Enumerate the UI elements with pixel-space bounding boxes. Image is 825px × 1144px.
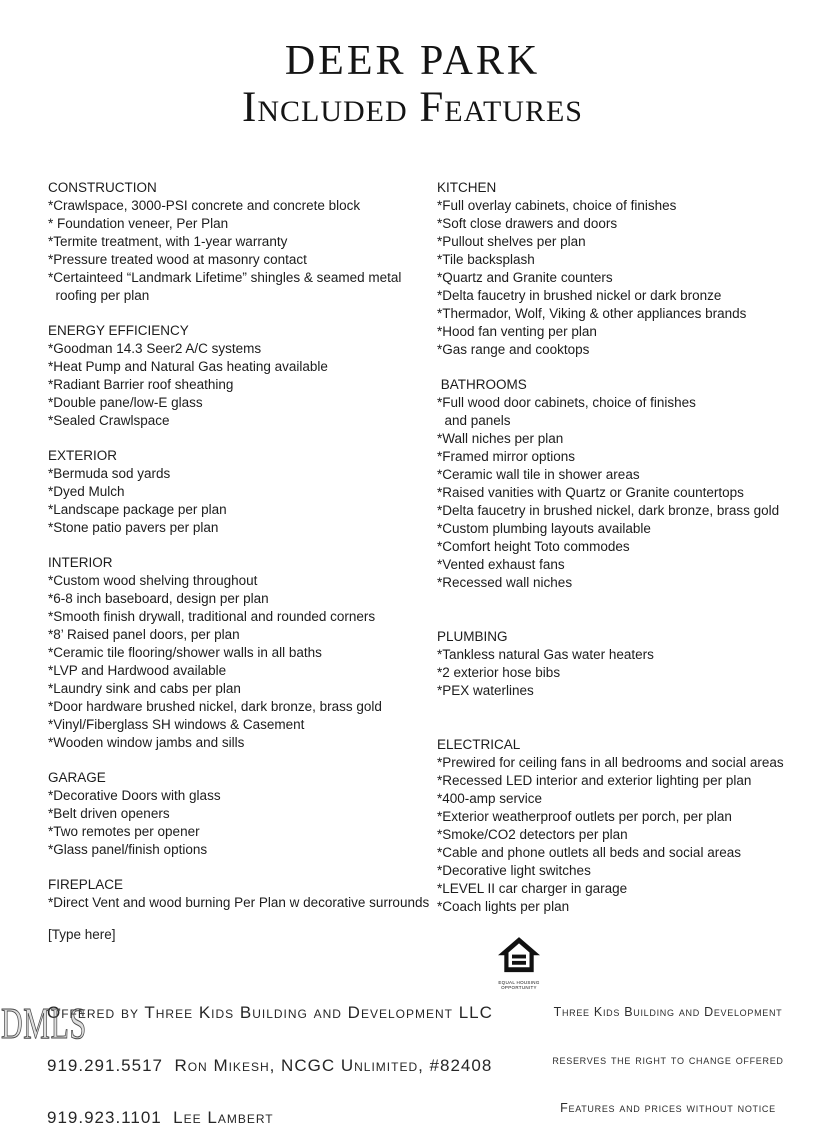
dmls-watermark: DMLS [1,999,87,1048]
rights-notice-line: reserves the right to change offered [552,1053,784,1067]
offered-by-block [47,969,493,1144]
feature-line: *Decorative light switches [437,863,591,878]
feature-line: *Dyed Mulch [48,484,125,499]
section-heading: ENERGY EFFICIENCY [48,323,189,338]
feature-line: *LEVEL II car charger in garage [437,881,628,896]
feature-line: *Framed mirror options [437,449,576,464]
feature-line: *400-amp service [437,791,543,806]
feature-line: *Goodman 14.3 Seer2 A/C systems [48,341,262,356]
feature-line: *Cable and phone outlets all beds and social areas [437,845,741,860]
rights-notice-line: Three Kids Building and Development [553,1005,783,1019]
section-garage [48,769,437,859]
feature-line: *LVP and Hardwood available [48,663,227,678]
equal-housing-caption-line2: OPPORTUNITY [501,985,537,990]
feature-line: roofing per plan [48,288,150,303]
feature-line: *Belt driven openers [48,806,170,821]
feature-line: *Exterior weatherproof outlets per porch, per plan [437,809,732,824]
feature-line: *Pressure treated wood at masonry contact [48,252,307,267]
equal-housing-logo [496,937,542,990]
feature-line: *Prewired for ceiling fans in all bedrooms and social areas [437,755,784,770]
rights-notice-line: Features and prices without notice [560,1101,776,1115]
feature-line: *Thermador, Wolf, Viking & other appliances brands [437,306,747,321]
section-heading: CONSTRUCTION [48,180,157,195]
feature-line: *Ceramic tile flooring/shower walls in all baths [48,645,322,660]
feature-line: *Tile backsplash [437,252,535,267]
features-column-right [437,179,817,916]
section-fireplace [48,876,437,912]
feature-line: *Raised vanities with Quartz or Granite countertops [437,485,744,500]
feature-line: *Vented exhaust fans [437,557,565,572]
feature-line: *Recessed wall niches [437,575,573,590]
features-column-left [48,179,437,912]
rights-notice-block [549,972,787,1132]
section-heading: EXTERIOR [48,448,118,463]
section-construction [48,179,437,305]
feature-line: *Vinyl/Fiberglass SH windows & Casement [48,717,305,732]
features-columns [48,179,817,916]
feature-line: *Custom plumbing layouts available [437,521,651,536]
section-heading: BATHROOMS [437,377,527,392]
feature-line: *Quartz and Granite counters [437,270,613,285]
section-heading: GARAGE [48,770,106,785]
feature-line: *Two remotes per opener [48,824,200,839]
feature-line: *Tankless natural Gas water heaters [437,647,654,662]
feature-line: *8’ Raised panel doors, per plan [48,627,240,642]
feature-line: *6-8 inch baseboard, design per plan [48,591,269,606]
section-energy-efficiency [48,322,437,430]
feature-line: *Delta faucetry in brushed nickel, dark bronze, brass gold [437,503,780,518]
feature-line: *Pullout shelves per plan [437,234,586,249]
feature-line: *Wall niches per plan [437,431,564,446]
feature-line: *Glass panel/finish options [48,842,208,857]
feature-line: *Bermuda sod yards [48,466,171,481]
section-heading: PLUMBING [437,629,508,644]
section-heading: KITCHEN [437,180,497,195]
feature-line: *Recessed LED interior and exterior lighting per plan [437,773,752,788]
feature-line: *Wooden window jambs and sills [48,735,245,750]
feature-line: *Smoke/CO2 detectors per plan [437,827,628,842]
feature-line: *Landscape package per plan [48,502,227,517]
feature-line: *Smooth finish drywall, traditional and rounded corners [48,609,376,624]
section-heading: ELECTRICAL [437,737,521,752]
phone-line-ron: 919.291.5517 Ron Mikesh, NCGC Unlimited, #82408 [47,1055,493,1075]
phone-line-lee: 919.923.1101 Lee Lambert [47,1108,274,1127]
section-heading: FIREPLACE [48,877,124,892]
section-kitchen [437,179,817,359]
feature-line: *Crawlspace, 3000-PSI concrete and concrete block [48,198,361,213]
equal-housing-house-icon [498,937,540,975]
equal-housing-caption-line1: EQUAL HOUSING [498,980,540,985]
feature-line: *Radiant Barrier roof sheathing [48,377,234,392]
page-title: DEER PARK [284,38,541,84]
feature-line: *PEX waterlines [437,683,534,698]
feature-line: and panels [437,413,511,428]
page-subtitle: Included Features [242,84,583,131]
feature-line: *Soft close drawers and doors [437,216,618,231]
document-title [0,38,825,132]
section-exterior [48,447,437,537]
feature-line: *Full wood door cabinets, choice of finishes [437,395,696,410]
feature-line: *Delta faucetry in brushed nickel or dark bronze [437,288,722,303]
feature-line: *Full overlay cabinets, choice of finishes [437,198,677,213]
feature-line: *Door hardware brushed nickel, dark bronze, brass gold [48,699,382,714]
feature-line: *Double pane/low-E glass [48,395,203,410]
feature-line: *2 exterior hose bibs [437,665,561,680]
offered-by-line: Offered by Three Kids Building and Development LLC [47,1003,493,1022]
feature-line: *Decorative Doors with glass [48,788,221,803]
section-heading: INTERIOR [48,555,113,570]
feature-line: *Coach lights per plan [437,899,570,914]
feature-line: *Heat Pump and Natural Gas heating available [48,359,328,374]
type-here-placeholder[interactable]: [Type here] [48,927,116,942]
feature-line: *Sealed Crawlspace [48,413,170,428]
section-plumbing [437,628,817,700]
feature-line: *Direct Vent and wood burning Per Plan w decorative surrounds [48,895,430,910]
section-electrical [437,736,817,916]
section-bathrooms [437,376,817,592]
section-interior [48,554,437,752]
feature-line: *Gas range and cooktops [437,342,590,357]
feature-line: *Custom wood shelving throughout [48,573,258,588]
feature-line: *Termite treatment, with 1-year warranty [48,234,288,249]
feature-line: *Certainteed “Landmark Lifetime” shingles & seamed metal [48,270,402,285]
feature-line: * Foundation veneer, Per Plan [48,216,229,231]
feature-line: *Stone patio pavers per plan [48,520,219,535]
feature-line: *Laundry sink and cabs per plan [48,681,241,696]
feature-line: *Comfort height Toto commodes [437,539,630,554]
feature-line: *Ceramic wall tile in shower areas [437,467,640,482]
feature-line: *Hood fan venting per plan [437,324,597,339]
